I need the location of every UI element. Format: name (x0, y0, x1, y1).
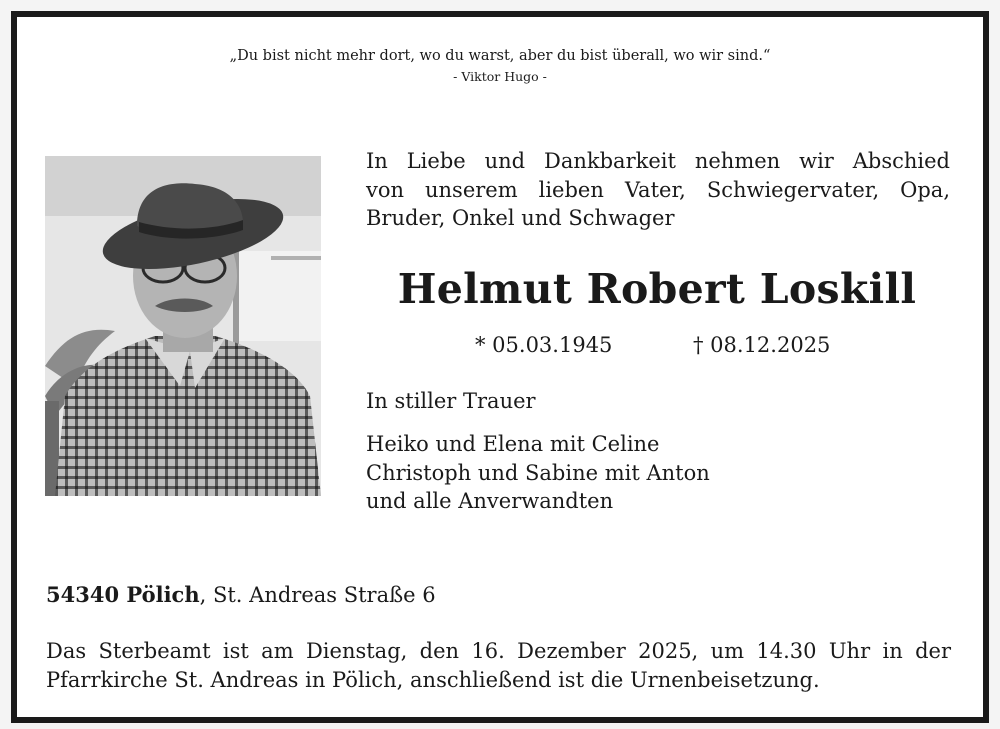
family-line: Christoph und Sabine mit Anton (366, 460, 710, 485)
mourning-heading: In stiller Trauer (366, 389, 536, 413)
service-line-1: Das Sterbeamt ist am Dienstag, den 16. Dezember 2025, um 14.30 Uhr in der (46, 639, 951, 663)
deceased-name: Helmut Robert Loskill (397, 265, 917, 313)
family-line: und alle Anverwandten (366, 489, 614, 513)
quote-text: „Du bist nicht mehr dort, wo du warst, aber du bist überall, wo wir sind.“ (229, 48, 771, 64)
obituary-card (11, 11, 989, 723)
family-list (366, 430, 710, 516)
address-postal-city: 54340 Pölich (46, 582, 200, 607)
death-date: † 08.12.2025 (693, 333, 831, 357)
quote-author: - Viktor Hugo - (453, 69, 547, 84)
service-info (46, 637, 951, 695)
address (46, 581, 436, 609)
intro-line-3: Bruder, Onkel und Schwager (366, 206, 675, 230)
portrait-photo (45, 156, 321, 496)
birth-date: * 05.03.1945 (475, 333, 613, 357)
intro-line-1: In Liebe und Dankbarkeit nehmen wir Abschied (366, 149, 950, 173)
family-line: Heiko und Elena mit Celine (366, 432, 660, 456)
intro-line-2: von unserem lieben Vater, Schwiegervater, Opa, (366, 177, 950, 202)
address-street: , St. Andreas Straße 6 (199, 583, 436, 607)
intro-text (366, 147, 950, 233)
service-line-2: Pfarrkirche St. Andreas in Pölich, anschließend ist die Urnenbeisetzung. (46, 668, 820, 692)
